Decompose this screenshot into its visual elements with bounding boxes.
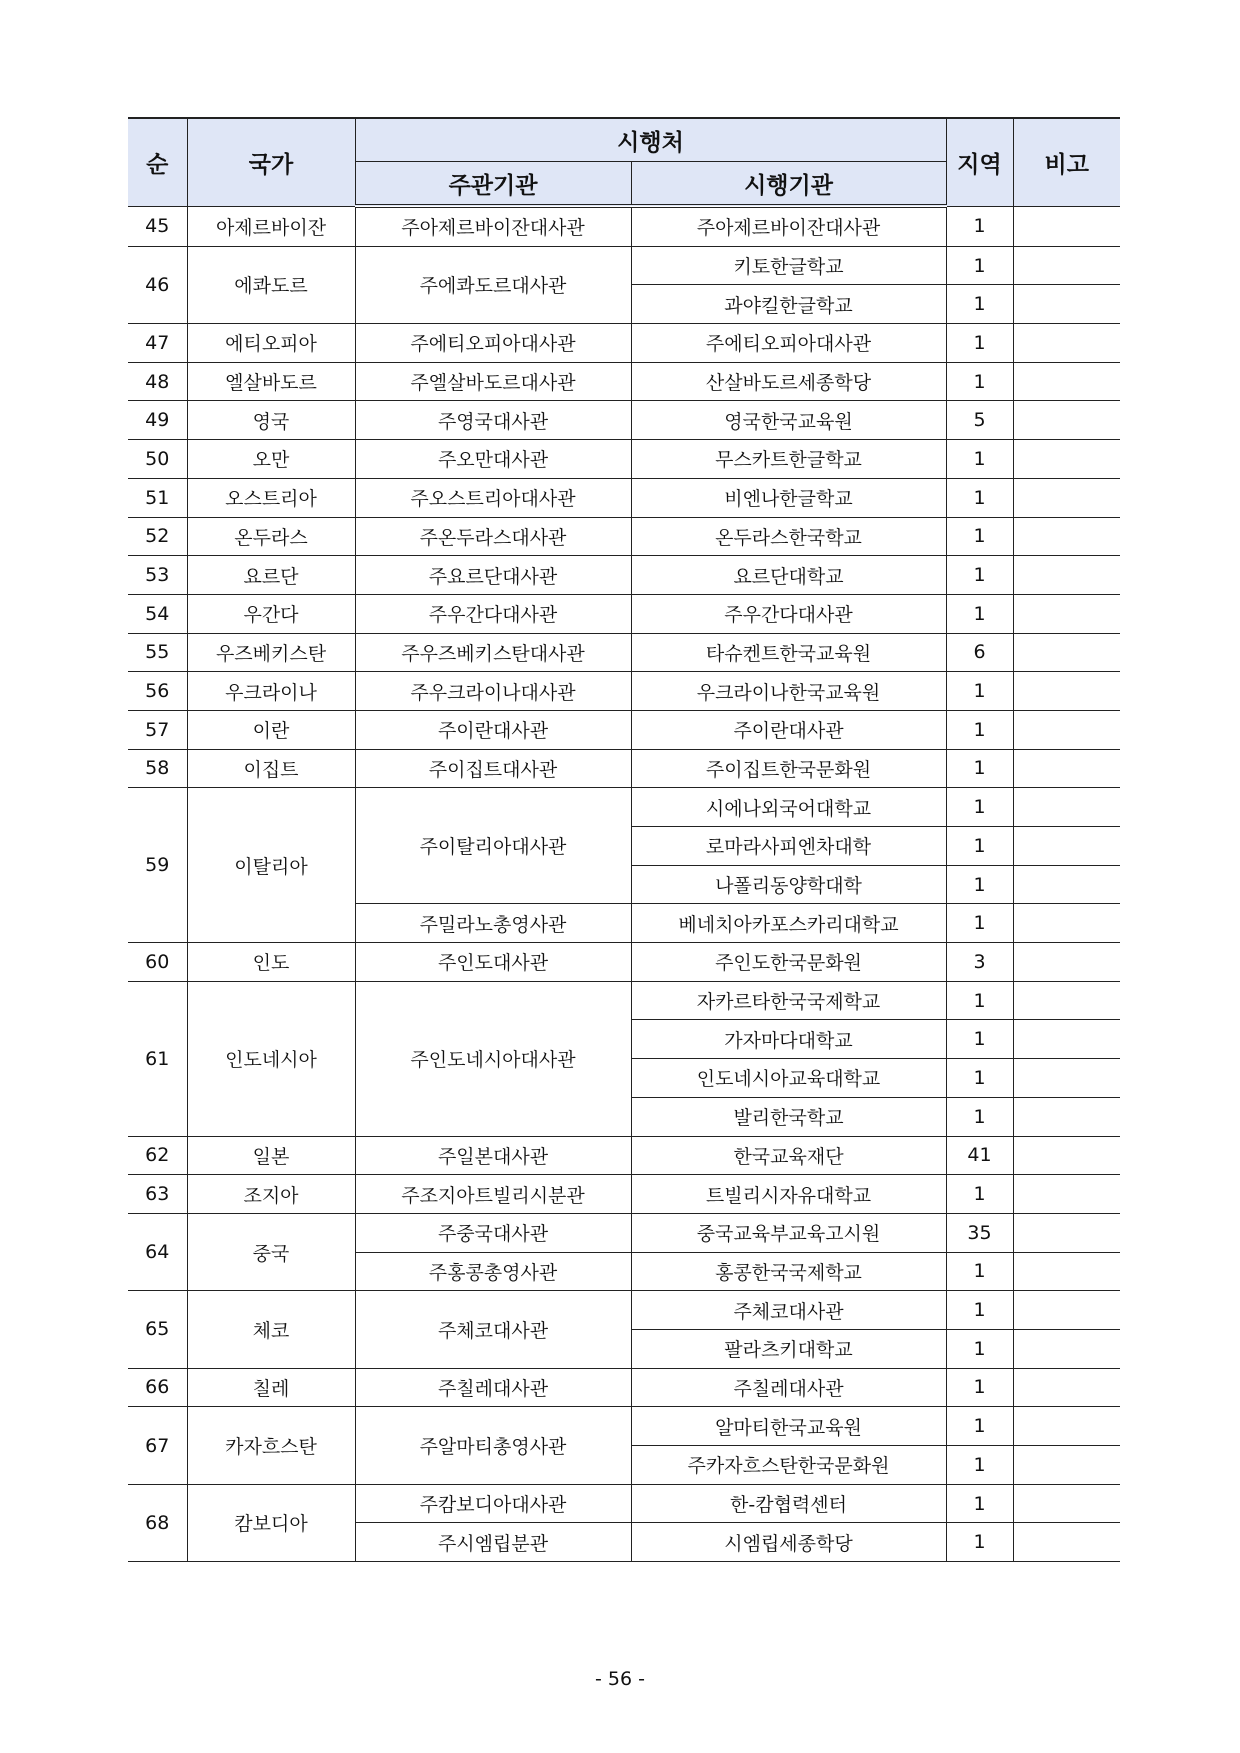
note-cell <box>1013 206 1120 246</box>
region-count-cell: 41 <box>946 1136 1013 1175</box>
note-cell <box>1013 594 1120 633</box>
institution-cell: 자카르타한국국제학교 <box>631 981 946 1020</box>
table-row <box>128 1213 1120 1252</box>
institution-cell: 중국교육부교육고시원 <box>631 1213 946 1252</box>
table-body <box>128 206 1120 1562</box>
table-row <box>128 1291 1120 1330</box>
country-cell: 에콰도르 <box>187 246 355 323</box>
country-cell: 중국 <box>187 1213 355 1290</box>
note-cell <box>1013 440 1120 479</box>
note-cell <box>1013 943 1120 982</box>
host-agency-cell: 주인도대사관 <box>355 943 631 982</box>
country-cell: 조지아 <box>187 1175 355 1214</box>
country-cell: 이탈리아 <box>187 788 355 943</box>
region-count-cell: 1 <box>946 478 1013 517</box>
institution-cell: 주카자흐스탄한국문화원 <box>631 1446 946 1485</box>
note-cell <box>1013 710 1120 749</box>
institution-cell: 키토한글학교 <box>631 246 946 285</box>
country-cell: 엘살바도르 <box>187 362 355 401</box>
institution-cell: 로마라사피엔차대학 <box>631 827 946 866</box>
row-number: 58 <box>128 749 187 788</box>
row-number: 55 <box>128 633 187 672</box>
note-cell <box>1013 981 1120 1020</box>
note-cell <box>1013 1407 1120 1446</box>
country-cell: 에티오피아 <box>187 324 355 363</box>
region-count-cell: 1 <box>946 1446 1013 1485</box>
note-cell <box>1013 246 1120 285</box>
note-cell <box>1013 478 1120 517</box>
note-cell <box>1013 827 1120 866</box>
row-number: 52 <box>128 517 187 556</box>
table-row <box>128 943 1120 982</box>
region-count-cell: 1 <box>946 788 1013 827</box>
note-cell <box>1013 904 1120 943</box>
row-number: 49 <box>128 401 187 440</box>
table-row <box>128 556 1120 595</box>
host-agency-cell: 주이란대사관 <box>355 710 631 749</box>
institution-cell: 팔라츠키대학교 <box>631 1329 946 1368</box>
table-row <box>128 1175 1120 1214</box>
table-row <box>128 981 1120 1020</box>
table-row <box>128 401 1120 440</box>
institution-cell: 주이집트한국문화원 <box>631 749 946 788</box>
institution-cell: 주우간다대사관 <box>631 594 946 633</box>
host-agency-cell: 주영국대사관 <box>355 401 631 440</box>
country-cell: 아제르바이잔 <box>187 206 355 246</box>
host-agency-cell: 주일본대사관 <box>355 1136 631 1175</box>
table-row <box>128 362 1120 401</box>
overseas-institution-table <box>128 117 1120 1562</box>
note-cell <box>1013 517 1120 556</box>
region-count-cell: 1 <box>946 285 1013 324</box>
country-cell: 우즈베키스탄 <box>187 633 355 672</box>
note-cell <box>1013 865 1120 904</box>
host-agency-cell: 주칠레대사관 <box>355 1368 631 1407</box>
note-cell <box>1013 324 1120 363</box>
country-cell: 이란 <box>187 710 355 749</box>
institution-cell: 가자마다대학교 <box>631 1020 946 1059</box>
region-count-cell: 1 <box>946 672 1013 711</box>
country-cell: 일본 <box>187 1136 355 1175</box>
institution-cell: 홍콩한국국제학교 <box>631 1252 946 1291</box>
institution-cell: 주인도한국문화원 <box>631 943 946 982</box>
region-count-cell: 1 <box>946 362 1013 401</box>
note-cell <box>1013 1020 1120 1059</box>
region-count-cell: 1 <box>946 749 1013 788</box>
row-number: 59 <box>128 788 187 943</box>
note-cell <box>1013 556 1120 595</box>
institution-cell: 한-캄협력센터 <box>631 1484 946 1523</box>
institution-cell: 주아제르바이잔대사관 <box>631 206 946 246</box>
country-cell: 인도네시아 <box>187 981 355 1136</box>
row-number: 67 <box>128 1407 187 1484</box>
country-cell: 우크라이나 <box>187 672 355 711</box>
region-count-cell: 1 <box>946 1484 1013 1523</box>
note-cell <box>1013 1523 1120 1562</box>
host-agency-cell: 주엘살바도르대사관 <box>355 362 631 401</box>
table-row <box>128 324 1120 363</box>
region-count-cell: 1 <box>946 324 1013 363</box>
region-count-cell: 5 <box>946 401 1013 440</box>
note-cell <box>1013 362 1120 401</box>
country-cell: 카자흐스탄 <box>187 1407 355 1484</box>
header-note: 비고 <box>1013 118 1120 206</box>
region-count-cell: 1 <box>946 1252 1013 1291</box>
row-number: 65 <box>128 1291 187 1368</box>
country-cell: 오만 <box>187 440 355 479</box>
host-agency-cell: 주시엠립분관 <box>355 1523 631 1562</box>
region-count-cell: 1 <box>946 1291 1013 1330</box>
row-number: 57 <box>128 710 187 749</box>
country-cell: 이집트 <box>187 749 355 788</box>
note-cell <box>1013 633 1120 672</box>
institution-cell: 요르단대학교 <box>631 556 946 595</box>
institution-cell: 무스카트한글학교 <box>631 440 946 479</box>
institution-cell: 나폴리동양학대학 <box>631 865 946 904</box>
host-agency-cell: 주알마티총영사관 <box>355 1407 631 1484</box>
note-cell <box>1013 672 1120 711</box>
host-agency-cell: 주온두라스대사관 <box>355 517 631 556</box>
note-cell <box>1013 285 1120 324</box>
country-cell: 오스트리아 <box>187 478 355 517</box>
host-agency-cell: 주아제르바이잔대사관 <box>355 206 631 246</box>
country-cell: 캄보디아 <box>187 1484 355 1561</box>
institution-cell: 우크라이나한국교육원 <box>631 672 946 711</box>
table-row <box>128 440 1120 479</box>
institution-cell: 과야킬한글학교 <box>631 285 946 324</box>
table-row <box>128 1136 1120 1175</box>
host-agency-cell: 주조지아트빌리시분관 <box>355 1175 631 1214</box>
table-row <box>128 672 1120 711</box>
host-agency-cell: 주인도네시아대사관 <box>355 981 631 1136</box>
header-no: 순 <box>128 118 187 206</box>
region-count-cell: 1 <box>946 827 1013 866</box>
institution-cell: 베네치아카포스카리대학교 <box>631 904 946 943</box>
row-number: 62 <box>128 1136 187 1175</box>
host-agency-cell: 주홍콩총영사관 <box>355 1252 631 1291</box>
row-number: 63 <box>128 1175 187 1214</box>
header-institution: 시행기관 <box>631 162 946 207</box>
host-agency-cell: 주이집트대사관 <box>355 749 631 788</box>
header-region: 지역 <box>946 118 1013 206</box>
region-count-cell: 1 <box>946 556 1013 595</box>
country-cell: 칠레 <box>187 1368 355 1407</box>
host-agency-cell: 주우간다대사관 <box>355 594 631 633</box>
country-cell: 우간다 <box>187 594 355 633</box>
note-cell <box>1013 1213 1120 1252</box>
region-count-cell: 1 <box>946 710 1013 749</box>
institution-cell: 비엔나한글학교 <box>631 478 946 517</box>
note-cell <box>1013 1136 1120 1175</box>
row-number: 45 <box>128 206 187 246</box>
region-count-cell: 1 <box>946 904 1013 943</box>
institution-cell: 영국한국교육원 <box>631 401 946 440</box>
note-cell <box>1013 1291 1120 1330</box>
page-number: - 56 - <box>595 1668 645 1690</box>
country-cell: 체코 <box>187 1291 355 1368</box>
region-count-cell: 1 <box>946 865 1013 904</box>
institution-cell: 알마티한국교육원 <box>631 1407 946 1446</box>
note-cell <box>1013 1484 1120 1523</box>
row-number: 56 <box>128 672 187 711</box>
institution-cell: 시에나외국어대학교 <box>631 788 946 827</box>
row-number: 61 <box>128 981 187 1136</box>
host-agency-cell: 주요르단대사관 <box>355 556 631 595</box>
host-agency-cell: 주에콰도르대사관 <box>355 246 631 323</box>
table-row <box>128 517 1120 556</box>
region-count-cell: 1 <box>946 246 1013 285</box>
row-number: 66 <box>128 1368 187 1407</box>
row-number: 50 <box>128 440 187 479</box>
row-number: 53 <box>128 556 187 595</box>
header-executor: 시행처 <box>355 118 946 162</box>
institution-cell: 산살바도르세종학당 <box>631 362 946 401</box>
institution-cell: 온두라스한국학교 <box>631 517 946 556</box>
row-number: 46 <box>128 246 187 323</box>
institution-cell: 시엠립세종학당 <box>631 1523 946 1562</box>
region-count-cell: 6 <box>946 633 1013 672</box>
table-row <box>128 594 1120 633</box>
host-agency-cell: 주오스트리아대사관 <box>355 478 631 517</box>
host-agency-cell: 주이탈리아대사관 <box>355 788 631 904</box>
note-cell <box>1013 788 1120 827</box>
institution-cell: 트빌리시자유대학교 <box>631 1175 946 1214</box>
region-count-cell: 1 <box>946 1020 1013 1059</box>
note-cell <box>1013 1329 1120 1368</box>
institution-cell: 주칠레대사관 <box>631 1368 946 1407</box>
institution-cell: 주이란대사관 <box>631 710 946 749</box>
institution-cell: 발리한국학교 <box>631 1097 946 1136</box>
country-cell: 인도 <box>187 943 355 982</box>
table-row <box>128 1484 1120 1523</box>
note-cell <box>1013 1097 1120 1136</box>
note-cell <box>1013 1446 1120 1485</box>
row-number: 54 <box>128 594 187 633</box>
table-row <box>128 1407 1120 1446</box>
host-agency-cell: 주체코대사관 <box>355 1291 631 1368</box>
note-cell <box>1013 1252 1120 1291</box>
header-host: 주관기관 <box>355 162 631 207</box>
region-count-cell: 1 <box>946 1175 1013 1214</box>
institution-cell: 인도네시아교육대학교 <box>631 1059 946 1098</box>
host-agency-cell: 주밀라노총영사관 <box>355 904 631 943</box>
note-cell <box>1013 749 1120 788</box>
region-count-cell: 1 <box>946 517 1013 556</box>
note-cell <box>1013 1368 1120 1407</box>
region-count-cell: 1 <box>946 1097 1013 1136</box>
institution-cell: 타슈켄트한국교육원 <box>631 633 946 672</box>
region-count-cell: 1 <box>946 594 1013 633</box>
row-number: 68 <box>128 1484 187 1561</box>
region-count-cell: 1 <box>946 206 1013 246</box>
host-agency-cell: 주우즈베키스탄대사관 <box>355 633 631 672</box>
institution-cell: 주에티오피아대사관 <box>631 324 946 363</box>
region-count-cell: 1 <box>946 1329 1013 1368</box>
institution-cell: 주체코대사관 <box>631 1291 946 1330</box>
table-row <box>128 478 1120 517</box>
note-cell <box>1013 401 1120 440</box>
table-row <box>128 788 1120 827</box>
table-row <box>128 710 1120 749</box>
host-agency-cell: 주오만대사관 <box>355 440 631 479</box>
table-row <box>128 1368 1120 1407</box>
row-number: 64 <box>128 1213 187 1290</box>
table-row <box>128 246 1120 285</box>
country-cell: 요르단 <box>187 556 355 595</box>
country-cell: 온두라스 <box>187 517 355 556</box>
host-agency-cell: 주캄보디아대사관 <box>355 1484 631 1523</box>
row-number: 48 <box>128 362 187 401</box>
region-count-cell: 1 <box>946 1523 1013 1562</box>
region-count-cell: 1 <box>946 981 1013 1020</box>
institution-cell: 한국교육재단 <box>631 1136 946 1175</box>
row-number: 47 <box>128 324 187 363</box>
row-number: 60 <box>128 943 187 982</box>
note-cell <box>1013 1175 1120 1214</box>
region-count-cell: 3 <box>946 943 1013 982</box>
region-count-cell: 35 <box>946 1213 1013 1252</box>
host-agency-cell: 주에티오피아대사관 <box>355 324 631 363</box>
region-count-cell: 1 <box>946 440 1013 479</box>
note-cell <box>1013 1059 1120 1098</box>
region-count-cell: 1 <box>946 1059 1013 1098</box>
host-agency-cell: 주중국대사관 <box>355 1213 631 1252</box>
host-agency-cell: 주우크라이나대사관 <box>355 672 631 711</box>
region-count-cell: 1 <box>946 1407 1013 1446</box>
header-country: 국가 <box>187 118 355 206</box>
region-count-cell: 1 <box>946 1368 1013 1407</box>
table-row <box>128 633 1120 672</box>
country-cell: 영국 <box>187 401 355 440</box>
row-number: 51 <box>128 478 187 517</box>
table-row <box>128 749 1120 788</box>
table-row <box>128 206 1120 246</box>
